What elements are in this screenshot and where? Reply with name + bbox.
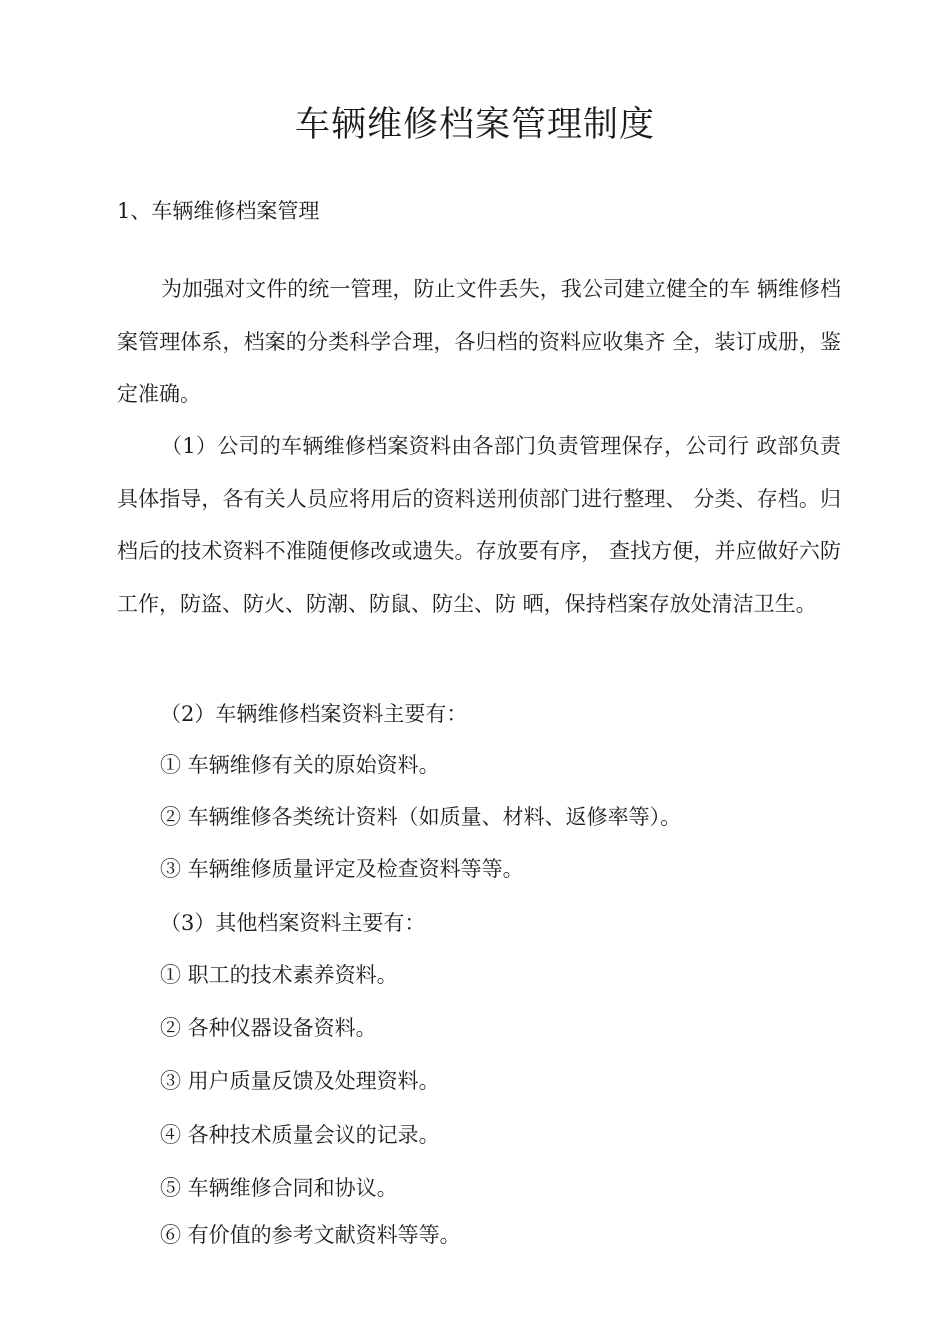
list-item: ③ 车辆维修质量评定及检查资料等等。 <box>160 857 524 881</box>
list-item: ⑥ 有价值的参考文献资料等等。 <box>160 1223 461 1247</box>
intro-paragraph: 为加强对文件的统一管理，防止文件丢失，我公司建立健全的车 辆维修档案管理体系，档案的分类科学合理，各归档的资料应收集齐 全，装订成册，鉴定准确。 <box>117 277 841 406</box>
item2-heading: （2）车辆维修档案资料主要有： <box>160 702 468 726</box>
list-item: ② 各种仪器设备资料。 <box>160 1016 377 1040</box>
item1-paragraph: （1）公司的车辆维修档案资料由各部门负责管理保存，公司行 政部负责具体指导，各有关人员应将用后的资料送刑侦部门进行整理、 分类、存档。归档后的技术资料不准随便修改或遗失。存放要有序， 查找方便，并应做好六防工作，防盗、防火、防潮、防鼠、防尘、防 晒，保持档案存放处清洁卫生。 <box>117 434 841 616</box>
list-item: ② 车辆维修各类统计资料（如质量、材料、返修率等）。 <box>160 805 682 829</box>
section-heading: 1、车辆维修档案管理 <box>117 199 320 223</box>
list-item: ① 车辆维修有关的原始资料。 <box>160 753 440 777</box>
item3-heading: （3）其他档案资料主要有： <box>160 911 426 935</box>
list-item: ④ 各种技术质量会议的记录。 <box>160 1123 440 1147</box>
list-item: ① 职工的技术素养资料。 <box>160 963 398 987</box>
list-item: ⑤ 车辆维修合同和协议。 <box>160 1176 398 1200</box>
list-item: ③ 用户质量反馈及处理资料。 <box>160 1069 440 1093</box>
document-title: 车辆维修档案管理制度 <box>294 105 655 145</box>
